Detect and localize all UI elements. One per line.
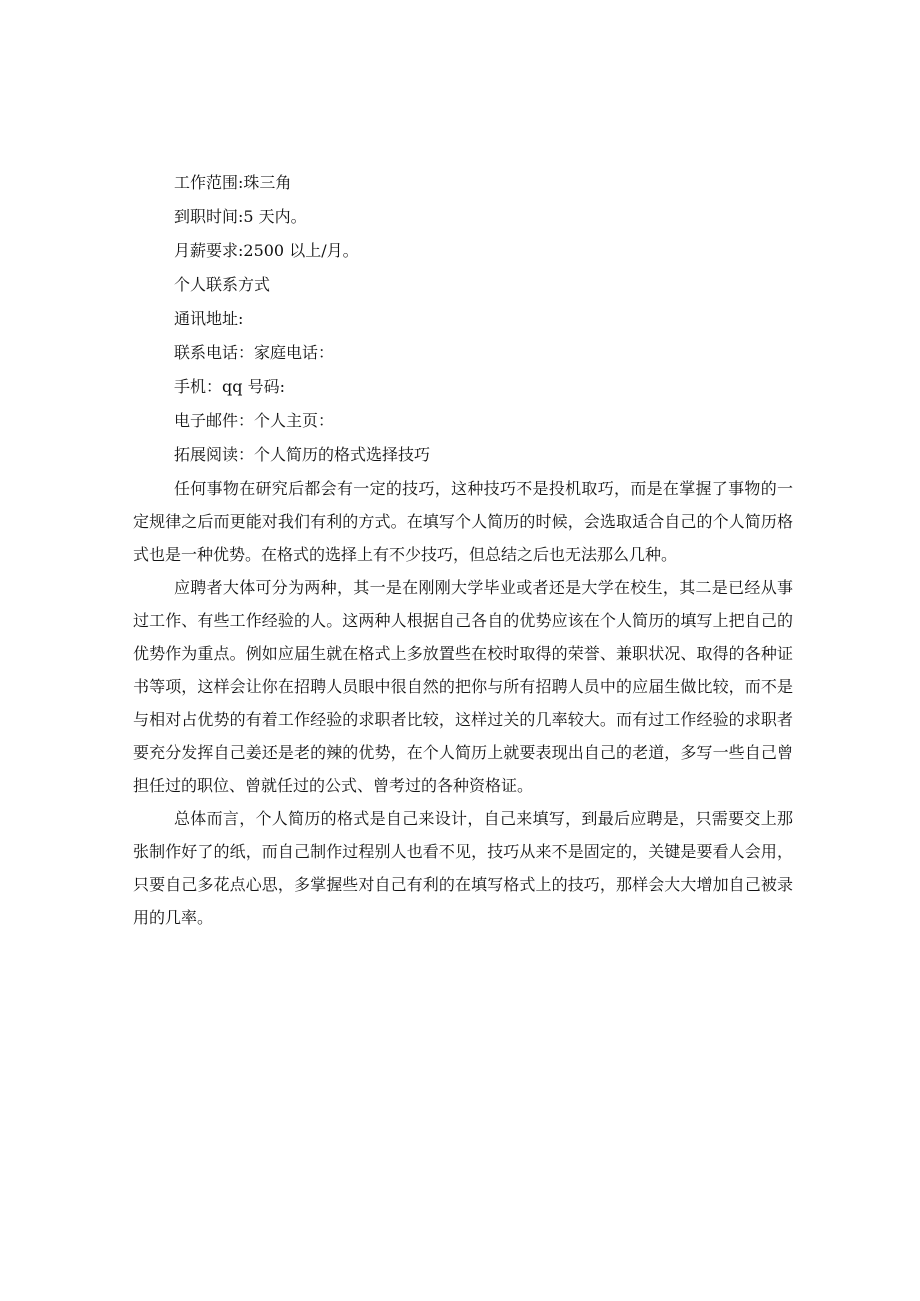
contact-heading: 个人联系方式 xyxy=(174,275,271,294)
phone-line: 联系电话：家庭电话： xyxy=(174,343,335,362)
salary-line: 月薪要求:2500 以上/月。 xyxy=(174,241,359,260)
document-body xyxy=(133,166,793,934)
extended-reading-title: 拓展阅读：个人简历的格式选择技巧 xyxy=(174,445,431,464)
mobile-qq-line: 手机：qq 号码: xyxy=(174,377,285,396)
paragraph-applicant-types: 应聘者大体可分为两种，其一是在刚刚大学毕业或者还是大学在校生，其二是已经从事过工作、有些工作经验的人。这两种人根据自己各自的优势应该在个人简历的填写上把自己的优势作为重点。例如应届生就在格式上多放置些在校时取得的荣誉、兼职状况、取得的各种证书等项，这样会让你在招聘人员眼中很自然的把你与所有招聘人员中的应届生做比较，而不是与相对占优势的有着工作经验的求职者比较，这样过关的几率较大。而有过工作经验的求职者要充分发挥自己姜还是老的辣的优势，在个人简历上就要表现出自己的老道，多写一些自己曾担任过的职位、曾就任过的公式、曾考过的各种资格证。 xyxy=(133,578,793,795)
paragraph-intro: 任何事物在研究后都会有一定的技巧，这种技巧不是投机取巧，而是在掌握了事物的一定规律之后而更能对我们有利的方式。在填写个人简历的时候，会选取适合自己的个人简历格式也是一种优势。在格式的选择上有不少技巧，但总结之后也无法那么几种。 xyxy=(133,479,793,564)
work-area-line: 工作范围:珠三角 xyxy=(174,173,292,192)
paragraph-conclusion: 总体而言，个人简历的格式是自己来设计，自己来填写，到最后应聘是，只需要交上那张制作好了的纸，而自己制作过程别人也看不见，技巧从来不是固定的，关键是要看人会用，只要自己多花点心思，多掌握些对自己有利的在填写格式上的技巧，那样会大大增加自己被录用的几率。 xyxy=(133,809,793,927)
email-homepage-line: 电子邮件：个人主页： xyxy=(174,411,335,430)
start-time-line: 到职时间:5 天内。 xyxy=(174,207,307,226)
address-line: 通讯地址: xyxy=(174,309,244,328)
